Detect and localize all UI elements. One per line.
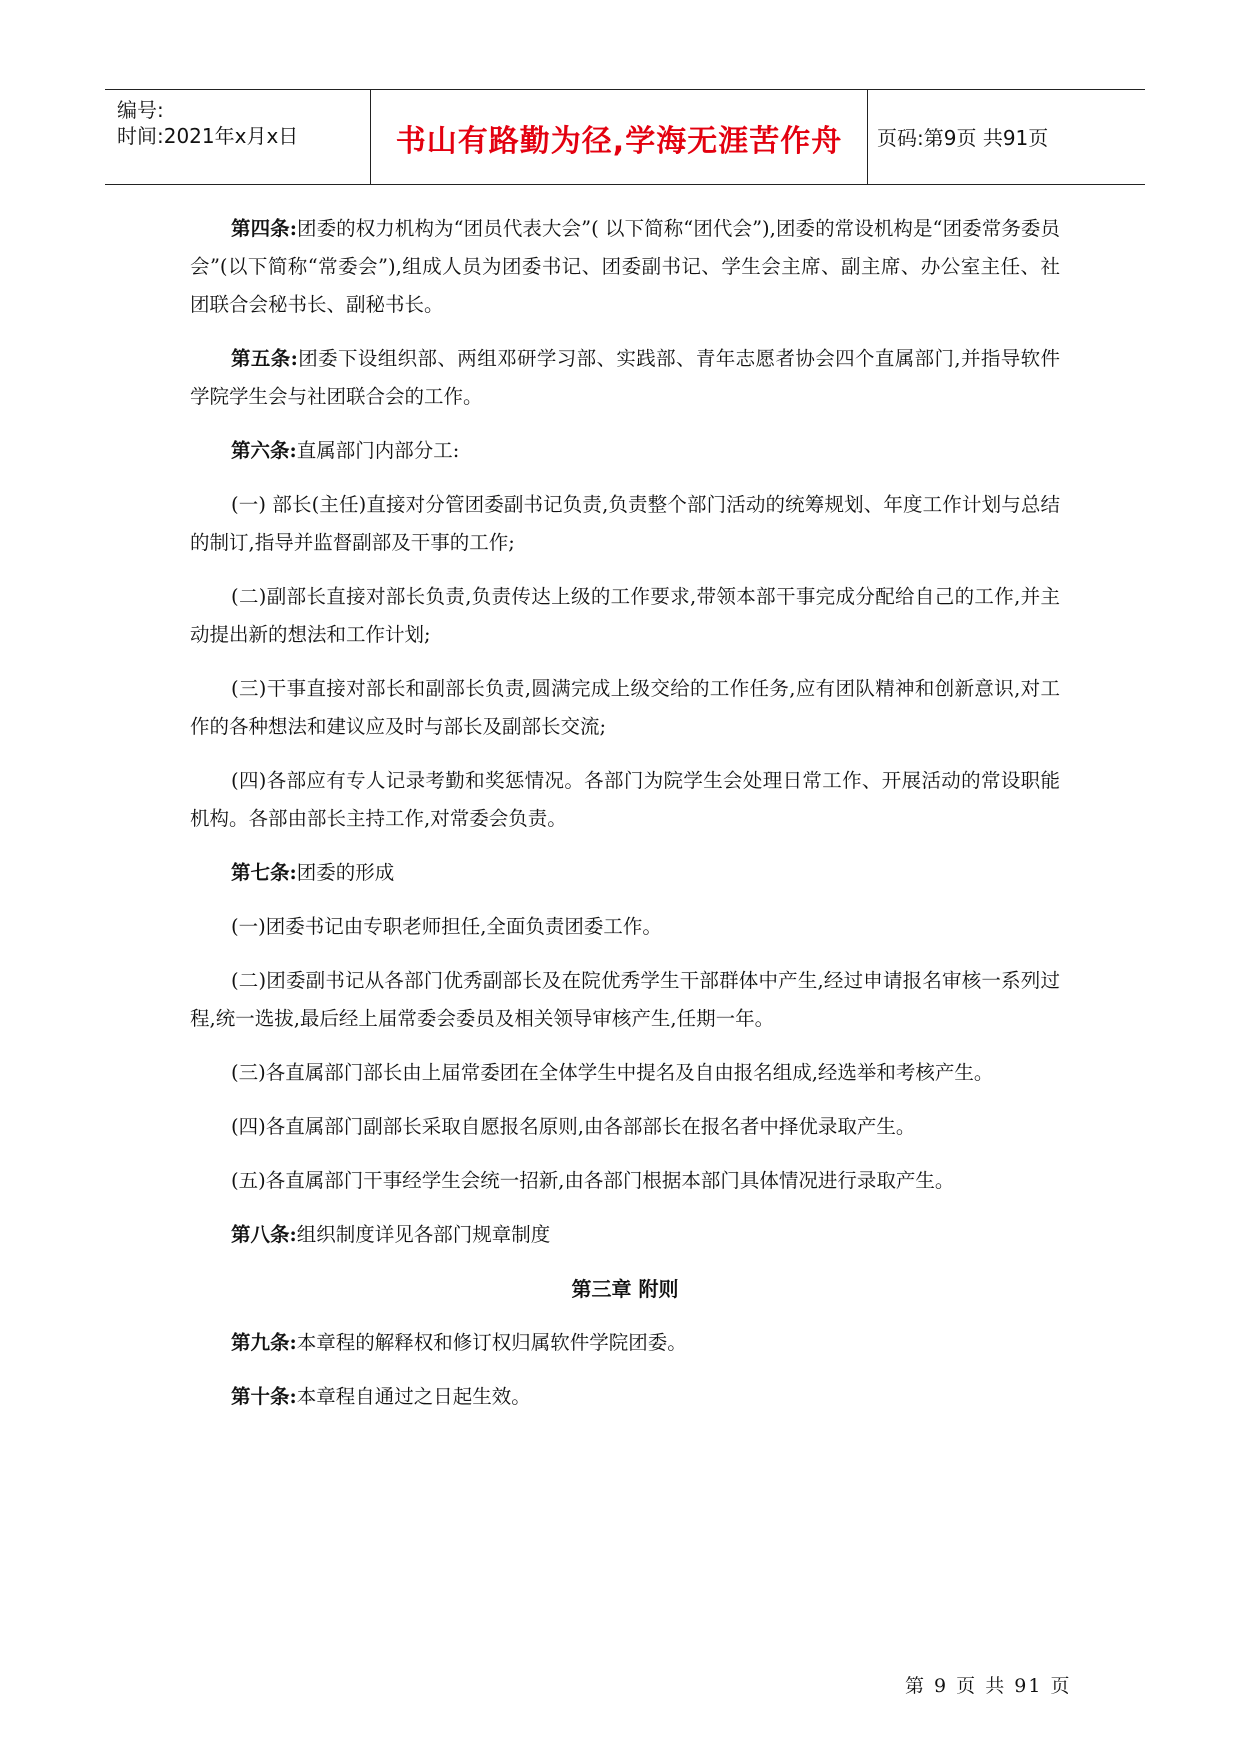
- article-lead: 第五条:: [231, 347, 298, 370]
- paragraph-text: 团委的权力机构为“团员代表大会”( 以下简称“团代会”),团委的常设机构是“团委常务委员会”(以下简称“常委会”),组成人员为团委书记、团委副书记、学生会主席、副主席、办公室主任、社团联合会秘书长、副秘书长。: [190, 217, 1060, 316]
- paragraph: [190, 210, 1060, 324]
- chapter-title: 第三章 附则: [571, 1277, 679, 1301]
- paragraph: [190, 1216, 1060, 1254]
- paragraph-text: (一) 部长(主任)直接对分管团委副书记负责,负责整个部门活动的统筹规划、年度工作计划与总结的制订,指导并监督副部及干事的工作;: [190, 493, 1060, 554]
- paragraph-text: 本章程的解释权和修订权归属软件学院团委。: [296, 1331, 687, 1354]
- paragraph-text: (二)副部长直接对部长负责,负责传达上级的工作要求,带领本部干事完成分配给自己的工作,并主动提出新的想法和工作计划;: [190, 585, 1060, 646]
- header-motto-cell: [370, 90, 868, 184]
- motto: 书山有路勤为径,学海无涯苦作舟: [395, 124, 843, 159]
- paragraph: [190, 762, 1060, 838]
- paragraph-text: 直属部门内部分工:: [296, 439, 460, 462]
- paragraph-text: (四)各直属部门副部长采取自愿报名原则,由各部部长在报名者中择优录取产生。: [231, 1115, 916, 1138]
- article-lead: 第九条:: [231, 1331, 297, 1354]
- number-label: 编号:: [117, 98, 164, 122]
- paragraph: [190, 578, 1060, 654]
- page-info: 页码:第9页 共91页: [877, 126, 1049, 150]
- paragraph: [190, 1378, 1060, 1416]
- paragraph: [190, 432, 1060, 470]
- header-left-cell: [105, 90, 370, 184]
- paragraph-text: 本章程自通过之日起生效。: [296, 1385, 531, 1408]
- paragraph: [190, 908, 1060, 946]
- paragraph-text: (五)各直属部门干事经学生会统一招新,由各部门根据本部门具体情况进行录取产生。: [231, 1169, 955, 1192]
- paragraph: [190, 340, 1060, 416]
- paragraph-text: (三)各直属部门部长由上届常委团在全体学生中提名及自由报名组成,经选举和考核产生。: [231, 1061, 994, 1084]
- article-lead: 第四条:: [231, 217, 297, 240]
- paragraph: [190, 1054, 1060, 1092]
- article-lead: 第八条:: [231, 1223, 297, 1246]
- paragraph: [190, 1162, 1060, 1200]
- paragraph: [190, 670, 1060, 746]
- paragraph: [190, 486, 1060, 562]
- paragraph-text: (二)团委副书记从各部门优秀副部长及在院优秀学生干部群体中产生,经过申请报名审核一系列过程,统一选拔,最后经上届常委会委员及相关领导审核产生,任期一年。: [190, 969, 1060, 1030]
- header-right-cell: [867, 90, 1145, 184]
- paragraph-text: 团委下设组织部、两组邓研学习部、实践部、青年志愿者协会四个直属部门,并指导软件学院学生会与社团联合会的工作。: [190, 347, 1061, 408]
- paragraph-text: (一)团委书记由专职老师担任,全面负责团委工作。: [231, 915, 662, 938]
- paragraph: [190, 962, 1060, 1038]
- paragraph: [190, 1108, 1060, 1146]
- article-lead: 第七条:: [231, 861, 297, 884]
- paragraph: [190, 1324, 1060, 1362]
- article-lead: 第十条:: [231, 1385, 297, 1408]
- paragraph-text: (三)干事直接对部长和副部长负责,圆满完成上级交给的工作任务,应有团队精神和创新意识,对工作的各种想法和建议应及时与部长及副部长交流;: [190, 677, 1060, 738]
- page-header: [105, 89, 1145, 185]
- time-label: 时间:2021年x月x日: [117, 124, 299, 148]
- document-body: [190, 210, 1060, 1432]
- page-footer: 第 9 页 共 91 页: [905, 1675, 1072, 1697]
- article-lead: 第六条:: [231, 439, 297, 462]
- paragraph-text: 团委的形成: [296, 861, 395, 884]
- paragraph-text: (四)各部应有专人记录考勤和奖惩情况。各部门为院学生会处理日常工作、开展活动的常设职能机构。各部由部长主持工作,对常委会负责。: [190, 769, 1060, 830]
- paragraph-text: 组织制度详见各部门规章制度: [296, 1223, 551, 1246]
- paragraph: [190, 854, 1060, 892]
